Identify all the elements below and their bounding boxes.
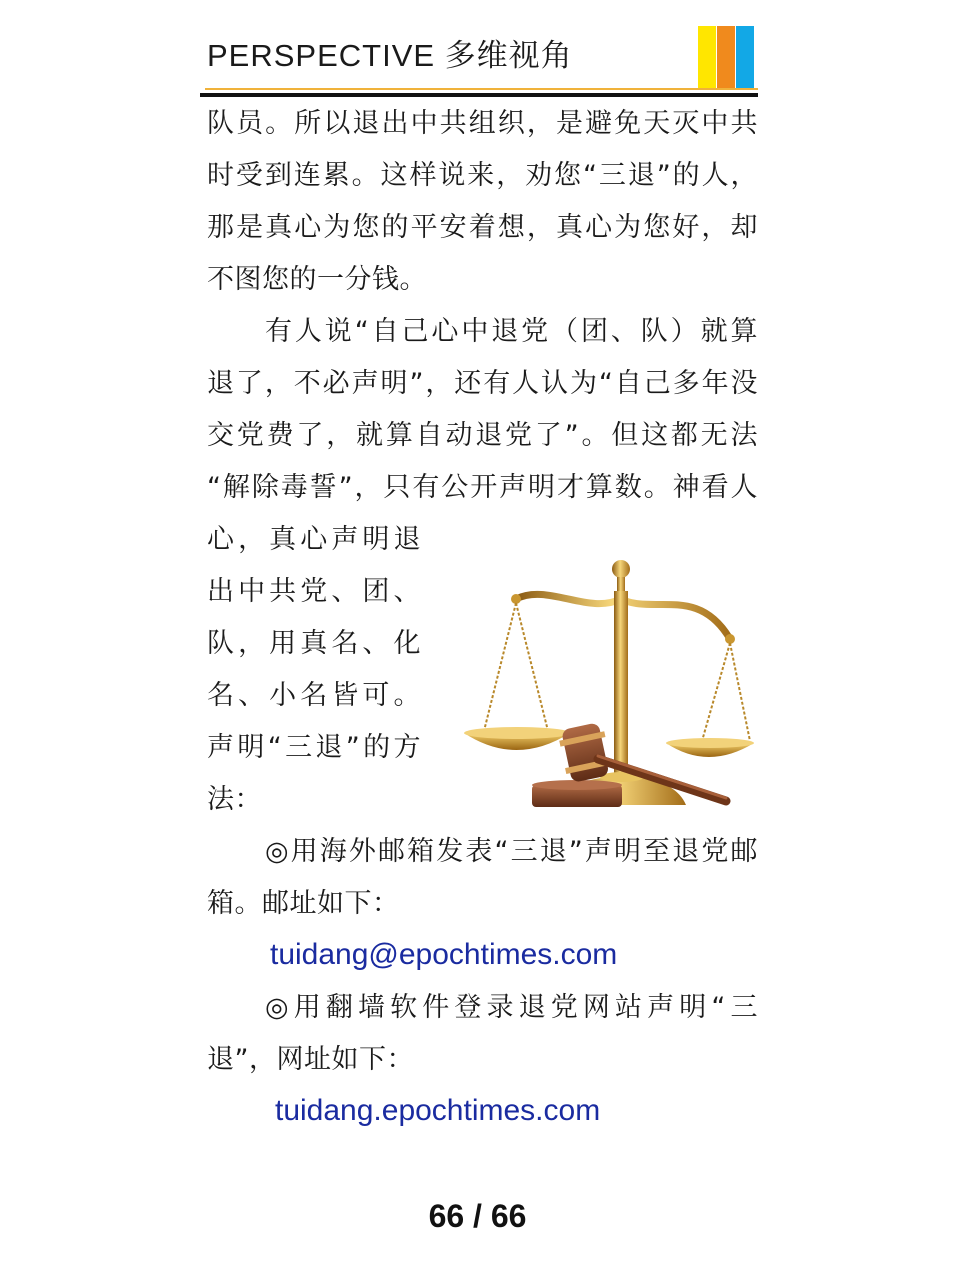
orange-bar bbox=[717, 26, 735, 88]
text-line: ◎用海外邮箱发表“三退”声明至退党邮 bbox=[265, 836, 758, 867]
text-line: 箱。邮址如下： bbox=[207, 888, 400, 919]
text-line: 声明“三退”的方 bbox=[207, 732, 421, 763]
email-link[interactable]: tuidang@epochtimes.com bbox=[270, 938, 618, 971]
text-line: 时受到连累。这样说来，劝您“三退”的人， bbox=[207, 160, 758, 191]
yellow-bar bbox=[698, 26, 716, 88]
text-line: 心，真心声明退 bbox=[207, 524, 421, 555]
page-number: 66 / 66 bbox=[428, 1198, 527, 1234]
text-line: 有人说“自己心中退党（团、队）就算 bbox=[265, 316, 758, 347]
text-line: 法： bbox=[207, 784, 262, 815]
text-line: ◎用翻墙软件登录退党网站声明“三 bbox=[265, 992, 758, 1023]
text-line: 队员。所以退出中共组织，是避免天灭中共 bbox=[207, 108, 758, 139]
text-line: 队，用真名、化 bbox=[207, 628, 421, 659]
text-line: 不图您的一分钱。 bbox=[207, 264, 427, 295]
text-line: 出中共党、团、 bbox=[207, 576, 421, 607]
header-rule-thick bbox=[200, 93, 758, 97]
text-line: 退”，网址如下： bbox=[207, 1044, 414, 1075]
header-rule-thin bbox=[205, 88, 758, 90]
text-line: 那是真心为您的平安着想，真心为您好，却 bbox=[207, 212, 758, 243]
text-line: 名、小名皆可。 bbox=[207, 680, 421, 711]
text-line: “解除毒誓”，只有公开声明才算数。神看人 bbox=[207, 472, 758, 503]
text-line: 退了，不必声明”，还有人认为“自己多年没 bbox=[207, 368, 758, 399]
website-link[interactable]: tuidang.epochtimes.com bbox=[275, 1094, 601, 1127]
header-color-bars bbox=[698, 26, 754, 88]
page-header-title: PERSPECTIVE 多维视角 bbox=[207, 38, 573, 73]
text-line: 交党费了，就算自动退党了”。但这都无法 bbox=[207, 420, 758, 451]
scales-of-justice-with-gavel-icon bbox=[458, 555, 758, 810]
blue-bar bbox=[736, 26, 754, 88]
